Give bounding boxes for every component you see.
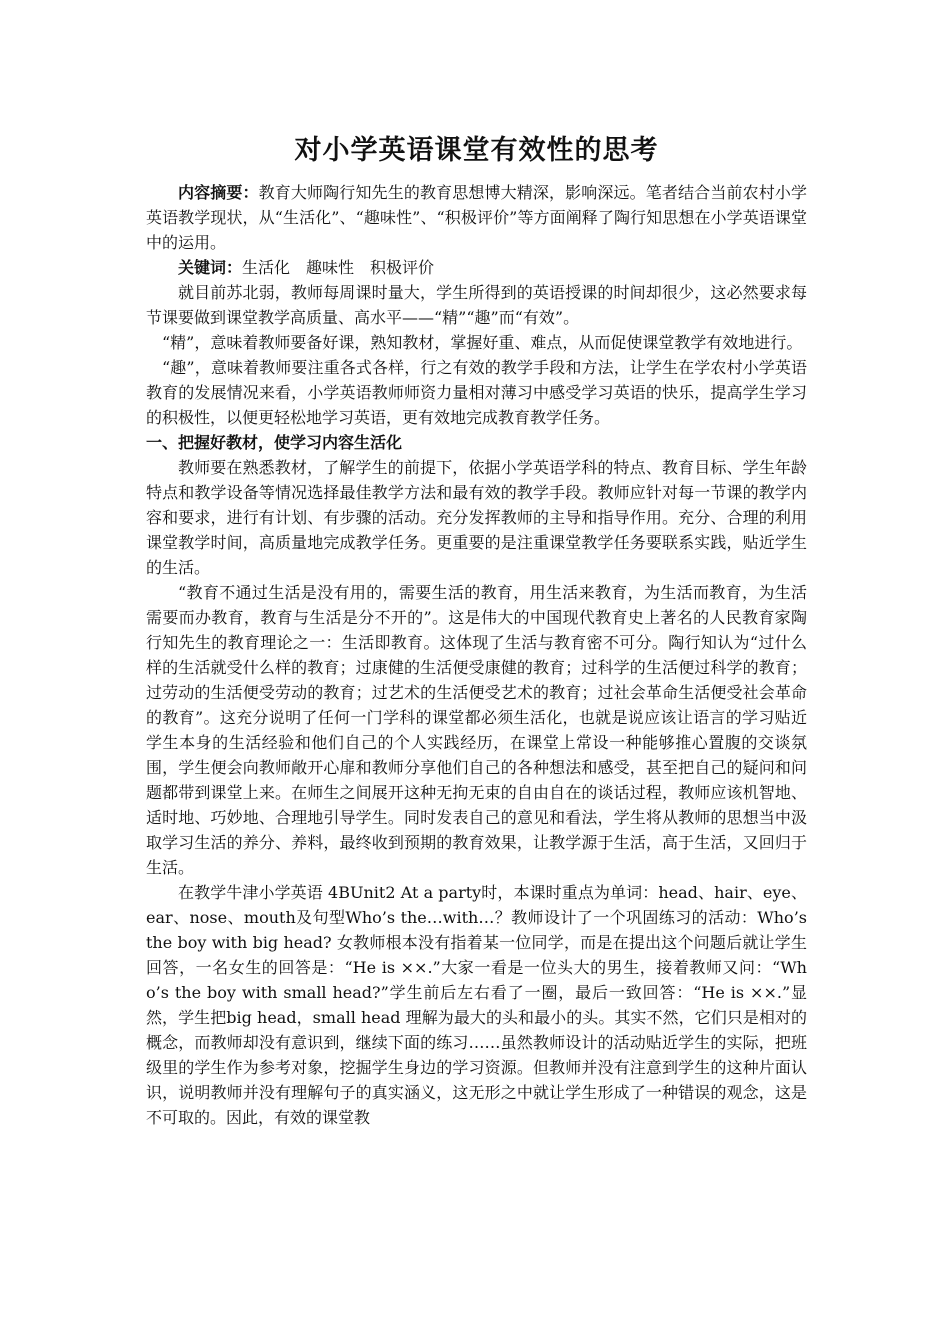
document-title: 对小学英语课堂有效性的思考 — [294, 135, 659, 166]
body-paragraph-1: 就目前苏北弱，教师每周课时量大，学生所得到的英语授课的时间却很少，这必然要求每节课要做到课堂教学高质量、高水平——“精”“趣”而“有效”。 — [146, 283, 807, 327]
body-paragraph-5: “教育不通过生活是没有用的，需要生活的教育，用生活来教育，为生活而教育，为生活需要而办教育，教育与生活是分不开的”。这是伟大的中国现代教育史上著名的人民教育家陶行知先生的教育理论之一：生活即教育。这体现了生活与教育密不可分。陶行知认为“过什么样的生活就受什么样的教育；过康健的生活便受康健的教育；过科学的生活便过科学的教育；过劳动的生活便受劳动的教育；过艺术的生活便受艺术的教育；过社会革命生活便受社会革命的教育”。这充分说明了任何一门学科的课堂都必须生活化，也就是说应该让语言的学习贴近学生本身的生活经验和他们自己的个人实践经历，在课堂上常设一种能够推心置腹的交谈氛围，学生便会向教师敞开心扉和教师分享他们自己的各种想法和感受，甚至把自己的疑问和问题都带到课堂上来。在师生之间展开这种无拘无束的自由自在的谈话过程，教师应该机智地、适时地、巧妙地、合理地引导学生。同时发表自己的意见和看法，学生将从教师的思想当中汲取学习生活的养分、养料，最终收到预期的教育效果，让教学源于生活，高于生活，又回归于生活。 — [146, 583, 807, 877]
keywords-paragraph — [146, 255, 807, 280]
abstract-text: 教育大师陶行知先生的教育思想博大精深，影响深远。笔者结合当前农村小学英语教学现状，从“生活化”、“趣味性”、“积极评价”等方面阐释了陶行知思想在小学英语课堂中的运用。 — [146, 183, 807, 252]
abstract-paragraph — [146, 180, 807, 255]
body-paragraph-4: 教师要在熟悉教材，了解学生的前提下，依据小学英语学科的特点、教育目标、学生年龄特点和教学设备等情况选择最佳教学方法和最有效的教学手段。教师应针对每一节课的教学内容和要求，进行有计划、有步骤的活动。充分发挥教师的主导和指导作用。充分、合理的利用课堂教学时间，高质量地完成教学任务。更重要的是注重课堂教学任务要联系实践，贴近学生的生活。 — [146, 458, 807, 577]
body-paragraph-6: 在教学牛津小学英语 4BUnit2 At a party时，本课时重点为单词：head、hair、eye、ear、nose、mouth及句型Who’s the…with…？教师设计了一个巩固练习的活动：Who’s the boy with big head? 女教师根本没有指着某一位同学，而是在提出这个问题后就让学生回答，一名女生的回答是：“He is ××.”大家一看是一位头大的男生，接着教师又问：“Who’s the boy with small head?”学生前后左右看了一圈，最后一致回答：“He is ××.”显然，学生把big head，small head 理解为最大的头和最小的头。其实不然，它们只是相对的概念，而教师却没有意识到，继续下面的练习……虽然教师设计的活动贴近学生的实际，把班级里的学生作为参考对象，挖掘学生身边的学习资源。但教师并没有注意到学生的这种片面认识，说明教师并没有理解句子的真实涵义，这无形之中就让学生形成了一种错误的观念，这是不可取的。因此，有效的课堂教 — [146, 883, 807, 1127]
body-paragraph-3: “趣”，意味着教师要注重各式各样，行之有效的教学手段和方法，让学生在学农村小学英语教育的发展情况来看，小学英语教师师资力量相对薄习中感受学习英语的快乐，提高学生学习的积极性，以便更轻松地学习英语，更有效地完成教育教学任务。 — [146, 358, 807, 427]
keywords-text: 生活化 趣味性 积极评价 — [242, 258, 435, 277]
abstract-label: 内容摘要： — [178, 183, 259, 202]
keywords-label: 关键词： — [178, 258, 243, 277]
body-paragraph-2: “精”，意味着教师要备好课，熟知教材，掌握好重、难点，从而促使课堂教学有效地进行。 — [162, 333, 803, 352]
section-heading-1: 一、把握好教材，使学习内容生活化 — [146, 433, 403, 452]
